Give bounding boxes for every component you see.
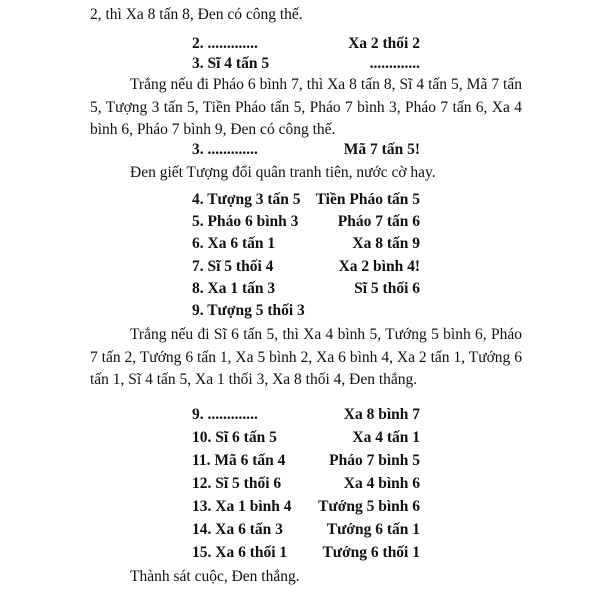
move-10-black: Xa 4 tấn 1 bbox=[352, 429, 420, 446]
move-9b-black: Xa 8 bình 7 bbox=[343, 406, 420, 423]
move-4-white: 4. Tượng 3 tấn 5 bbox=[192, 191, 301, 208]
paragraph-continuation: 2, thì Xa 8 tấn 8, Đen có công thế. bbox=[90, 6, 303, 23]
move-2-white: 2. ............. bbox=[192, 35, 258, 52]
paragraph-commentary: Đen giết Tượng đổi quân tranh tiên, nước cờ hay. bbox=[130, 164, 436, 181]
move-9-white: 9. Tượng 5 thối 3 bbox=[192, 302, 305, 319]
move-11-black: Pháo 7 bình 5 bbox=[329, 452, 420, 469]
move-4-black: Tiền Pháo tấn 5 bbox=[315, 191, 420, 208]
move-14-white: 14. Xa 6 tấn 3 bbox=[192, 521, 283, 538]
paragraph-variation-1: Trắng nếu đi Pháo 6 bình 7, thì Xa 8 tấn 8, Sĩ 4 tấn 5, Mã 7 tấn 5, Tượng 3 tấn 5, Tiền Pháo tấn 5, Pháo 7 bình 3, Pháo 7 tấn 6, Xa 4 bình 6, Pháo 7 bình 9, Đen có công thế. bbox=[90, 76, 522, 138]
move-5-white: 5. Pháo 6 bình 3 bbox=[192, 213, 299, 230]
paragraph-variation-2: Trắng nếu đi Sĩ 6 tấn 5, thì Xa 4 bình 5, Tướng 5 bình 6, Pháo 7 tấn 2, Tướng 6 tấn 1, Xa 5 bình 2, Xa 6 bình 4, Xa 2 tấn 1, Tướng 6 tấn 1, Sĩ 4 tấn 5, Xa 1 thối 3, Xa 8 thối 4, Đen thắng. bbox=[90, 326, 522, 388]
move-13-black: Tướng 5 bình 6 bbox=[318, 498, 420, 515]
move-2-black: Xa 2 thối 2 bbox=[348, 35, 420, 52]
move-12-white: 12. Sĩ 5 thối 6 bbox=[192, 475, 282, 492]
move-6-white: 6. Xa 6 tấn 1 bbox=[192, 235, 276, 252]
move-13-white: 13. Xa 1 bình 4 bbox=[192, 498, 292, 515]
move-8-black: Sĩ 5 thối 6 bbox=[354, 280, 420, 297]
move-6-black: Xa 8 tấn 9 bbox=[352, 235, 420, 252]
move-15-white: 15. Xa 6 thối 1 bbox=[192, 544, 288, 561]
move-15-black: Tướng 6 thối 1 bbox=[322, 544, 420, 561]
move-5-black: Pháo 7 tấn 6 bbox=[337, 213, 420, 230]
move-8-white: 8. Xa 1 tấn 3 bbox=[192, 280, 276, 297]
move-3-black: ............. bbox=[369, 55, 420, 72]
move-12-black: Xa 4 bình 6 bbox=[343, 475, 420, 492]
move-14-black: Tướng 6 tấn 1 bbox=[326, 521, 420, 538]
move-10-white: 10. Sĩ 6 tấn 5 bbox=[192, 429, 277, 446]
paragraph-conclusion: Thành sát cuộc, Đen thắng. bbox=[130, 568, 300, 585]
move-9b-white: 9. ............. bbox=[192, 406, 258, 423]
move-11-white: 11. Mã 6 tấn 4 bbox=[192, 452, 286, 469]
move-7-black: Xa 2 bình 4! bbox=[338, 258, 420, 275]
move-7-white: 7. Sĩ 5 thối 4 bbox=[192, 258, 274, 275]
move-3b-white: 3. ............. bbox=[192, 141, 258, 158]
move-3b-black: Mã 7 tấn 5! bbox=[343, 141, 420, 158]
move-3-white: 3. Sĩ 4 tấn 5 bbox=[192, 55, 270, 72]
